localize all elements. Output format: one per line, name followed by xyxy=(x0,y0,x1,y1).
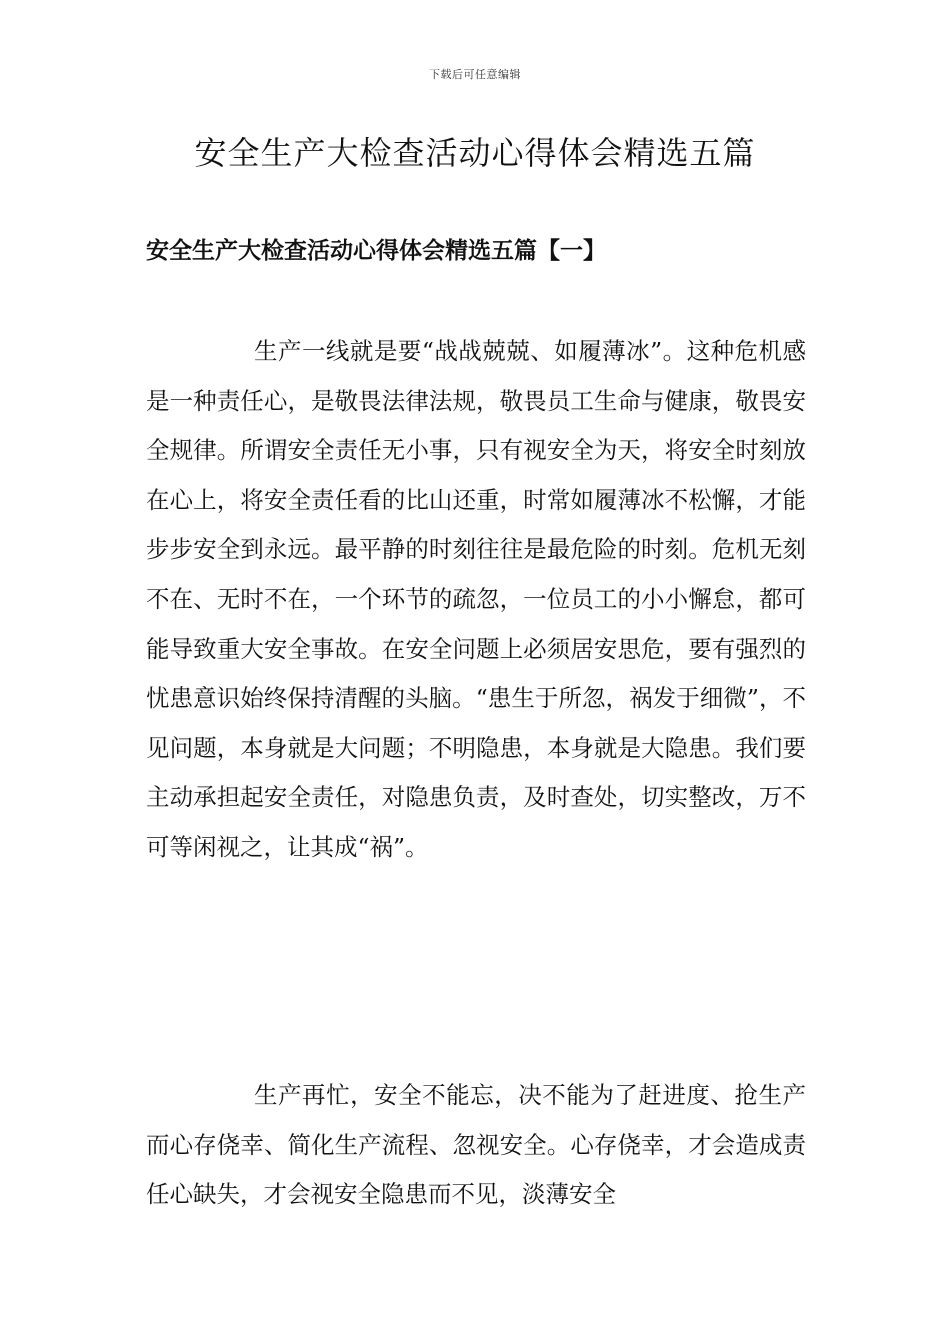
section-heading: 安全生产大检查活动心得体会精选五篇【一】 xyxy=(146,237,606,264)
header-note: 下载后可任意编辑 xyxy=(429,68,521,81)
body-paragraph: 生产再忙，安全不能忘，决不能为了赶进度、抢生产而心存侥幸、简化生产流程、忽视安全。心存侥幸，才会造成责任心缺失，才会视安全隐患而不见，淡薄安全 xyxy=(146,1081,806,1209)
body-paragraph: 生产一线就是要“战战兢兢、如履薄冰”。这种危机感是一种责任心，是敬畏法律法规，敬畏员工生命与健康，敬畏安全规律。所谓安全责任无小事，只有视安全为天，将安全时刻放在心上，将安全责任看的比山还重，时常如履薄冰不松懈，才能步步安全到永远。最平静的时刻往往是最危险的时刻。危机无刻不在、无时不在，一个环节的疏忽，一位员工的小小懈怠，都可能导致重大安全事故。在安全问题上必须居安思危，要有强烈的忧患意识始终保持清醒的头脑。“患生于所忽，祸发于细微”，不见问题，本身就是大问题；不明隐患，本身就是大隐患。我们要主动承担起安全责任，对隐患负责，及时查处，切实整改，万不可等闲视之，让其成“祸”。 xyxy=(146,337,806,861)
document-title: 安全生产大检查活动心得体会精选五篇 xyxy=(194,134,756,172)
